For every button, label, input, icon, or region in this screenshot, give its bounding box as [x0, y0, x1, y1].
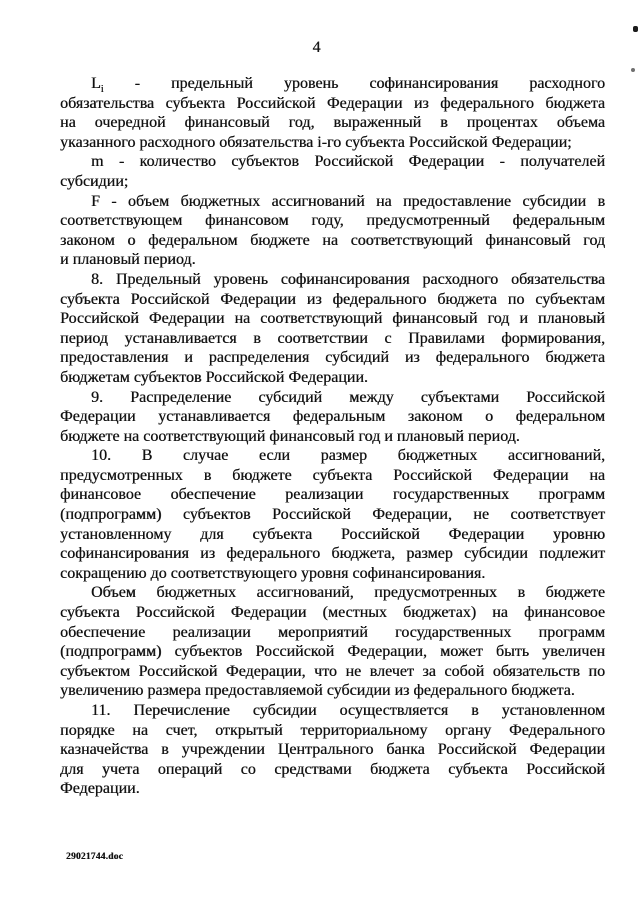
text-line: субъектом Российской Федерации, что не влечет за собой обязательств по: [60, 662, 605, 680]
text-line: софинансирования из федерального бюджета, размер субсидии подлежит: [60, 545, 605, 563]
text-line: Российской Федерации на соответствующий финансовый год и плановый: [60, 310, 605, 328]
text-line: 9. Распределение субсидий между субъектами Российской: [91, 388, 605, 406]
text-line: Объем бюджетных ассигнований, предусмотренных в бюджете: [91, 584, 605, 602]
scan-speck-top: [633, 26, 638, 32]
text-line: казначейства в учреждении Центрального банка Российской Федерации: [60, 741, 605, 759]
text-line: порядке на счет, открытый территориальному органу Федерального: [60, 721, 605, 739]
text-line: предоставления и распределения субсидий из федерального бюджета: [60, 349, 605, 367]
text-line: на очередной финансовый год, выраженный в процентах объема: [60, 114, 605, 132]
text-line: бюджете на соответствующий финансовый год и плановый период.: [60, 427, 520, 445]
text-line: обеспечение реализации мероприятий государственных программ: [60, 623, 605, 641]
text-line: (подпрограмм) субъектов Российской Федерации, не соответствует: [60, 506, 605, 524]
scan-speck-bottom: [631, 68, 635, 72]
text-line: для учета операций со средствами бюджета субъекта Российской: [60, 760, 605, 778]
text-line: 8. Предельный уровень софинансирования расходного обязательства: [91, 270, 605, 288]
text-line: финансовое обеспечение реализации государственных программ: [60, 486, 605, 504]
page-number: 4: [312, 39, 321, 56]
text-line: $L_i$ - предельный уровень софинансирования расходного: [91, 75, 605, 96]
text-line: бюджетам субъектов Российской Федерации.: [60, 368, 368, 386]
text-line: субъекта Российской Федерации (местных бюджетах) на финансовое: [60, 604, 605, 622]
text-line: (подпрограмм) субъектов Российской Федерации, может быть увеличен: [60, 643, 605, 661]
text-line: соответствующем финансовом году, предусмотренный федеральным: [60, 212, 605, 230]
text-line: m - количество субъектов Российской Федерации - получателей: [91, 153, 605, 171]
text-line: установленному для субъекта Российской Федерации уровню: [60, 525, 605, 543]
formula-symbol: L: [91, 75, 101, 92]
footer-filename: 29021744.doc: [66, 852, 124, 862]
text-line: период устанавливается в соответствии с Правилами формирования,: [60, 329, 605, 347]
text-line: сокращению до соответствующего уровня софинансирования.: [60, 564, 486, 582]
text-line: увеличению размера предоставляемой субсидии из федерального бюджета.: [60, 682, 575, 700]
text-line: и плановый период.: [60, 251, 196, 269]
text-line: указанного расходного обязательства i-го субъекта Российской Федерации;: [60, 133, 572, 151]
formula-subscript: i: [100, 84, 104, 96]
text-line: F - объем бюджетных ассигнований на предоставление субсидии в: [91, 192, 605, 210]
document-body: [60, 74, 605, 799]
text-line: Федерации.: [60, 780, 140, 798]
text-line: субъекта Российской Федерации из федерального бюджета по субъектам: [60, 290, 605, 308]
text-line: предусмотренных в бюджете субъекта Российской Федерации на: [60, 466, 605, 484]
text-line: Федерации устанавливается федеральным законом о федеральном: [60, 408, 605, 426]
text-line: субсидии;: [60, 172, 129, 190]
text-line: 11. Перечисление субсидии осуществляется в установленном: [91, 702, 605, 719]
text-line: обязательства субъекта Российской Федерации из федерального бюджета: [60, 94, 605, 112]
text-line: 10. В случае если размер бюджетных ассигнований,: [91, 447, 605, 465]
text-line: законом о федеральном бюджете на соответствующий финансовый год: [60, 231, 605, 249]
